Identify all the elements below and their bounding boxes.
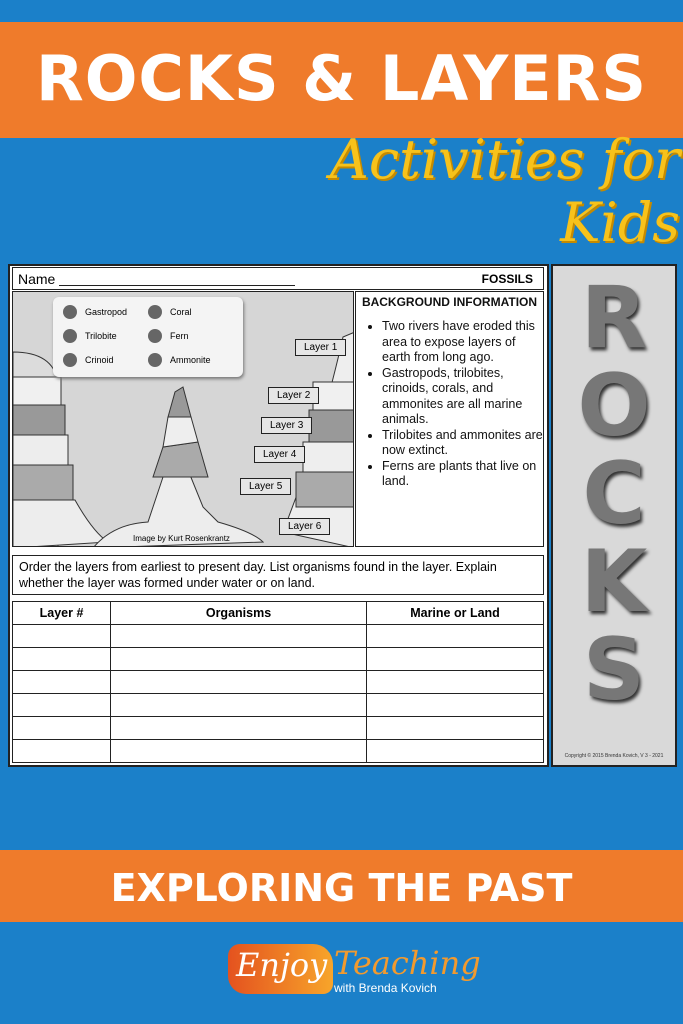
enjoy-teaching-logo [228,940,481,1000]
coral-icon [148,305,162,319]
background-title: BACKGROUND INFORMATION [361,295,538,309]
table-row[interactable] [13,717,544,740]
letter-r: R [580,268,648,368]
info-bullet: • Two rivers have eroded this area to expose layers of earth from long ago. [382,319,543,366]
letter-o: O [577,356,651,456]
layer-2-label: Layer 2 [268,387,319,404]
name-row [12,267,544,290]
logo-teaching: Teaching [334,944,481,982]
col-marine-land: Marine or Land [367,602,544,625]
legend-crinoid: Crinoid [63,353,114,367]
layer-5-label: Layer 5 [240,478,291,495]
table-row[interactable] [13,694,544,717]
legend-ammonite: Ammonite [148,353,211,367]
letter-c: C [582,444,646,544]
name-line [59,285,295,286]
table-row[interactable] [13,625,544,648]
legend-trilobite: Trilobite [63,329,117,343]
table-row[interactable] [13,740,544,763]
col-layer: Layer # [13,602,111,625]
footer-title: EXPLORING THE PAST [110,866,573,910]
layer-6-label: Layer 6 [279,518,330,535]
table-header-row [13,602,544,625]
ammonite-icon [148,353,162,367]
section-title: FOSSILS [481,272,533,286]
legend-gastropod: Gastropod [63,305,127,319]
gastropod-icon [63,305,77,319]
rock-layers-diagram [12,291,354,547]
logo-tagline: with Brenda Kovich [334,981,437,995]
letter-k: K [580,532,648,632]
crinoid-icon [63,353,77,367]
layer-1-label: Layer 1 [295,339,346,356]
instructions: Order the layers from earliest to present day. List organisms found in the layer. Explain whether the layer was formed under water or on land. [12,555,544,595]
logo-enjoy: Enjoy [236,946,328,984]
rocks-side-panel [551,264,677,767]
legend-fern: Fern [148,329,189,343]
main-title: ROCKS & LAYERS [35,42,648,115]
name-label: Name [18,271,56,287]
trilobite-icon [63,329,77,343]
image-credit: Image by Kurt Rosenkrantz [133,534,230,543]
letter-s: S [583,620,645,720]
col-organisms: Organisms [111,602,367,625]
fossil-legend [53,297,243,377]
copyright: Copyright © 2015 Brenda Kovich, V 3 - 2021 [564,753,664,759]
answer-table [12,601,544,763]
background-info [355,291,544,547]
legend-coral: Coral [148,305,192,319]
info-bullet: • Trilobites and ammonites are now extinct. [382,428,543,459]
layer-3-label: Layer 3 [261,417,312,434]
table-row[interactable] [13,671,544,694]
info-bullet: • Ferns are plants that live on land. [382,459,543,490]
layer-4-label: Layer 4 [254,446,305,463]
fern-icon [148,329,162,343]
subtitle: Activities for Kids [329,128,680,254]
info-bullet: • Gastropods, trilobites, crinoids, corals, and ammonites are all marine animals. [382,366,543,428]
table-row[interactable] [13,648,544,671]
